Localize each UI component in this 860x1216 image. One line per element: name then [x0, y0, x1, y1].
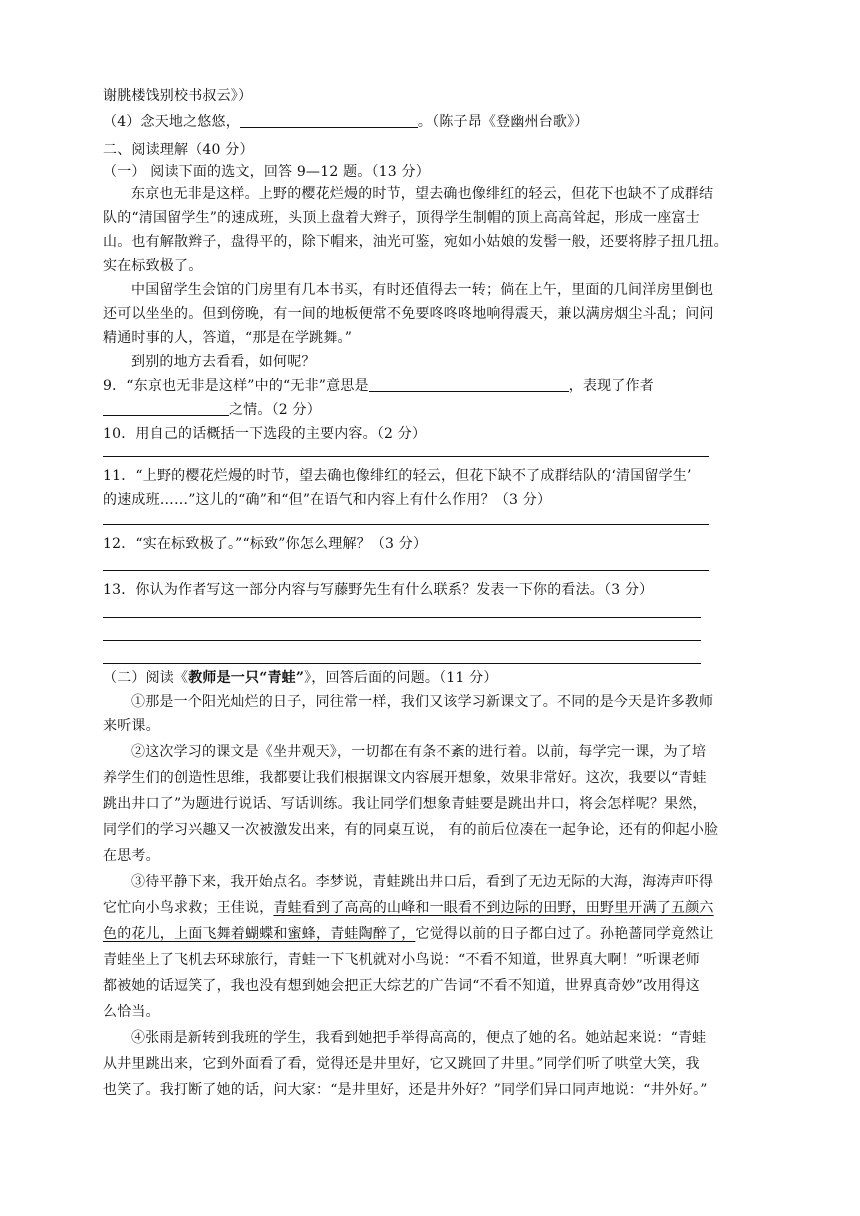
- q9-text-c: 之情。（2 分）: [229, 402, 321, 418]
- section-2-heading: 二、阅读理解（40 分）: [103, 142, 254, 158]
- p3-text: 它忙向小鸟求救；王佳说，: [103, 900, 274, 916]
- q9-text-a: 9．“东京也无非是这样”中的“无非”意思是: [103, 378, 369, 394]
- q4-suffix: 。（陈子昂《登幽州台歌》）: [417, 114, 589, 130]
- passage-1-line: 到别的地方去看看，如何呢？: [131, 354, 316, 370]
- article-title: 教师是一只“青蛙”: [188, 670, 305, 686]
- question-9-line-2: [103, 400, 321, 420]
- p3-underlined-sentence: 青蛙看到了高高的山峰和一眼看不到边际的田野，田野里开满了五颜六: [273, 900, 714, 916]
- q9-answer-blank-2[interactable]: [103, 401, 229, 416]
- passage-2-line: 都被她的话逗笑了，我也没有想到她会把正大综艺的广告词“不看不知道，世界真奇妙”改用得这: [103, 978, 700, 994]
- passage-2-line: 同学们的学习兴趣又一次被激发出来，有的同桌互说， 有的前后位凑在一起争论，还有的仰起小脸: [103, 822, 719, 838]
- q11-answer-line[interactable]: [103, 524, 709, 525]
- passage-1-line: 东京也无非是这样。上野的樱花烂熳的时节，望去确也像绯红的轻云，但花下也缺不了成群结: [131, 186, 714, 202]
- part-2-intro-b: 》，回答后面的问题。（11 分）: [304, 670, 498, 686]
- q13-answer-line[interactable]: [103, 617, 701, 618]
- passage-2-line: ①那是一个阳光灿烂的日子，同往常一样，我们又该学习新课文了。不同的是今天是许多教师: [131, 694, 714, 710]
- q12-answer-line[interactable]: [103, 570, 709, 571]
- q9-text-b: ，表现了作者: [568, 378, 654, 394]
- passage-2-line: 在思考。: [103, 848, 160, 864]
- q4-answer-blank[interactable]: [240, 113, 418, 128]
- passage-1-line: 山。也有解散辫子，盘得平的，除下帽来，油光可鉴，宛如小姑娘的发髻一般，还要将脖子扭几扭。: [103, 234, 728, 250]
- passage-2-line: ③待平静下来，我开始点名。李梦说，青蛙跳出井口后，看到了无边无际的大海，海涛声吓得: [131, 874, 714, 890]
- passage-2-line: 也笑了。我打断了她的话，问大家：“是井里好，还是井外好？”同学们异口同声地说：“井外好。”: [103, 1082, 708, 1098]
- q4-prefix: （4）念天地之悠悠，: [103, 114, 240, 130]
- passage-1-line: 还可以坐坐的。但到傍晚，有一间的地板便常不免要咚咚咚地响得震天，兼以满房烟尘斗乱；问问: [103, 306, 714, 322]
- part-1-intro: （一） 阅读下面的选文，回答 9—12 题。（13 分）: [103, 164, 430, 180]
- passage-1-line: 中国留学生会馆的门房里有几本书买，有时还值得去一转；倘在上午，里面的几间洋房里倒也: [131, 282, 714, 298]
- question-13: 13．你认为作者写这一部分内容与写藤野先生有什么联系？发表一下你的看法。（3 分）: [103, 582, 654, 598]
- question-11-line-2: 的速成班……”这儿的“确”和“但”在语气和内容上有什么作用？（3 分）: [103, 492, 552, 508]
- passage-2-line: [103, 924, 714, 944]
- question-11-line-1: 11．“上野的樱花烂熳的时节，望去确也像绯红的轻云，但花下缺不了成群结队的‘清国留学生’: [103, 468, 692, 484]
- p3-underlined-sentence: 色的花儿，上面飞舞着蝴蝶和蜜蜂，青蛙陶醉了，: [103, 926, 416, 942]
- passage-2-line: 跳出井口了”为题进行说话、写话训练。我让同学们想象青蛙要是跳出井口，将会怎样呢？果然，: [103, 796, 707, 812]
- q13-answer-line[interactable]: [103, 663, 701, 664]
- part-2-intro-a: （二）阅读《: [103, 670, 189, 686]
- question-12: 12．“实在标致极了。”“标致”你怎么理解？（3 分）: [103, 536, 428, 552]
- passage-2-line: 么恰当。: [103, 1004, 160, 1020]
- poem-question-4: [103, 112, 589, 132]
- q9-answer-blank-1[interactable]: [369, 377, 569, 392]
- passage-2-line: 来听课。: [103, 718, 160, 734]
- passage-2-line: 从井里跳出来，它到外面看了看，觉得还是井里好，它又跳回了井里。”同学们听了哄堂大笑，我: [103, 1056, 700, 1072]
- passage-2-line: ④张雨是新转到我班的学生，我看到她把手举得高高的，便点了她的名。她站起来说：“青蛙: [131, 1030, 707, 1046]
- passage-1-line: 队的“清国留学生”的速成班，头顶上盘着大辫子，顶得学生制帽的顶上高高耸起，形成一座富士: [103, 210, 700, 226]
- passage-2-line: 养学生们的创造性思维，我都要让我们根据课文内容展开想象，效果非常好。这次，我要以“青蛙: [103, 770, 707, 786]
- passage-2-line: 青蛙坐上了飞机去环球旅行，青蛙一下飞机就对小鸟说：“不看不知道，世界真大啊！”听课老师: [103, 952, 700, 968]
- p3-text: 它觉得以前的日子都白过了。孙艳蔷同学竟然让: [415, 926, 714, 942]
- passage-2-line: ②这次学习的课文是《坐井观天》，一切都在有条不紊的进行着。以前，每学完一课，为了培: [131, 744, 707, 760]
- part-2-intro: [103, 668, 498, 688]
- question-9-line-1: [103, 376, 654, 396]
- passage-1-line: 精通时事的人，答道，“那是在学跳舞。”: [103, 330, 353, 346]
- question-10: 10．用自己的话概括一下选段的主要内容。（2 分）: [103, 426, 427, 442]
- poem-line-3-tail: 谢朓楼饯别校书叔云》）: [103, 88, 253, 104]
- q13-answer-line[interactable]: [103, 640, 701, 641]
- passage-1-line: 实在标致极了。: [103, 258, 203, 274]
- passage-2-line: [103, 898, 714, 918]
- q10-answer-line[interactable]: [103, 456, 709, 457]
